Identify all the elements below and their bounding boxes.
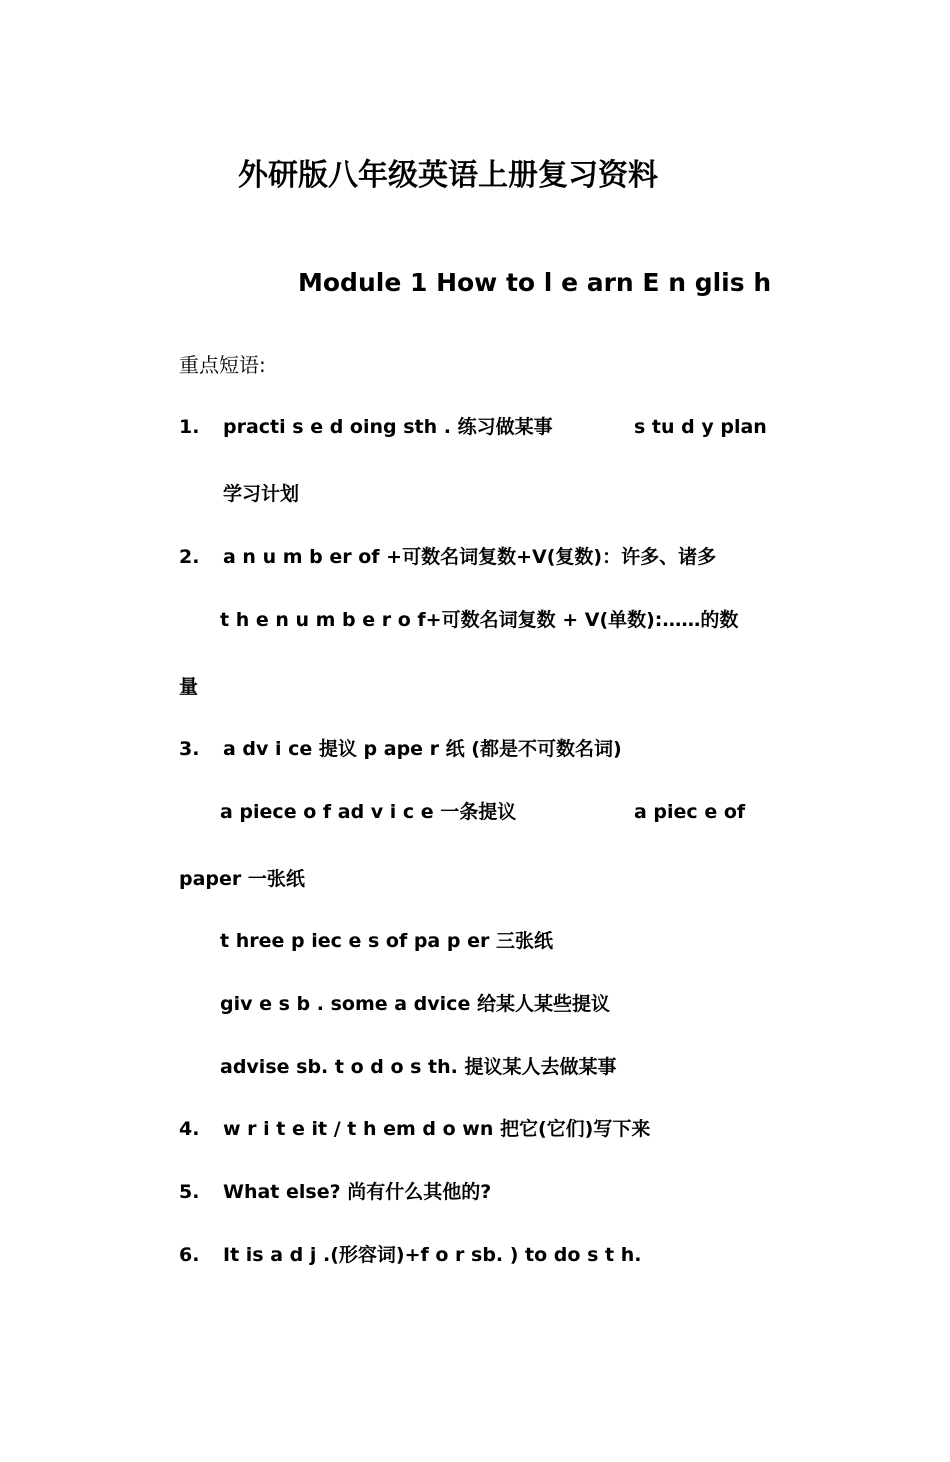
item-1-translation: 学习计划 <box>223 483 300 505</box>
item-3-line-1: a dv i ce 提议 p ape r 纸 (都是不可数名词) <box>223 738 622 760</box>
section-heading: 重点短语: <box>179 353 266 377</box>
item-1-phrase-a: practi s e d oing sth . 练习做某事 <box>223 416 553 438</box>
item-number: 5. <box>179 1181 200 1203</box>
item-3-line-6: advise sb. t o d o s th. 提议某人去做某事 <box>220 1056 617 1078</box>
item-3-line-5: giv e s b . some a dvice 给某人某些提议 <box>220 993 610 1015</box>
item-1-phrase-b: s tu d y plan <box>634 416 767 438</box>
item-number: 6. <box>179 1244 200 1266</box>
item-4-line-1: w r i t e it / t h em d o wn 把它(它们)写下来 <box>223 1118 651 1140</box>
item-2-line-1: a n u m b er of +可数名词复数+V(复数)：许多、诸多 <box>223 546 717 568</box>
item-2-line-2: t h e n u m b e r o f+可数名词复数 + V(单数):……的数 <box>220 609 739 631</box>
item-5-line-1: What else? 尚有什么其他的? <box>223 1181 492 1203</box>
item-number: 2. <box>179 546 200 568</box>
item-6-line-1: It is a d j .(形容词)+f o r sb. ) to do s t h. <box>223 1244 642 1266</box>
item-3-line-3: paper 一张纸 <box>179 868 305 890</box>
item-number: 1. <box>179 416 200 438</box>
document-title: 外研版八年级英语上册复习资料 <box>238 158 658 193</box>
item-3-line-4: t hree p iec e s of pa p er 三张纸 <box>220 930 553 952</box>
item-number: 3. <box>179 738 200 760</box>
item-2-line-3: 量 <box>179 676 199 698</box>
item-3-line-2-b: a piec e of <box>634 801 746 823</box>
item-3-line-2-a: a piece o f ad v i c e 一条提议 <box>220 801 517 823</box>
module-heading: Module 1 How to l e arn E n glis h <box>298 268 772 297</box>
item-number: 4. <box>179 1118 200 1140</box>
